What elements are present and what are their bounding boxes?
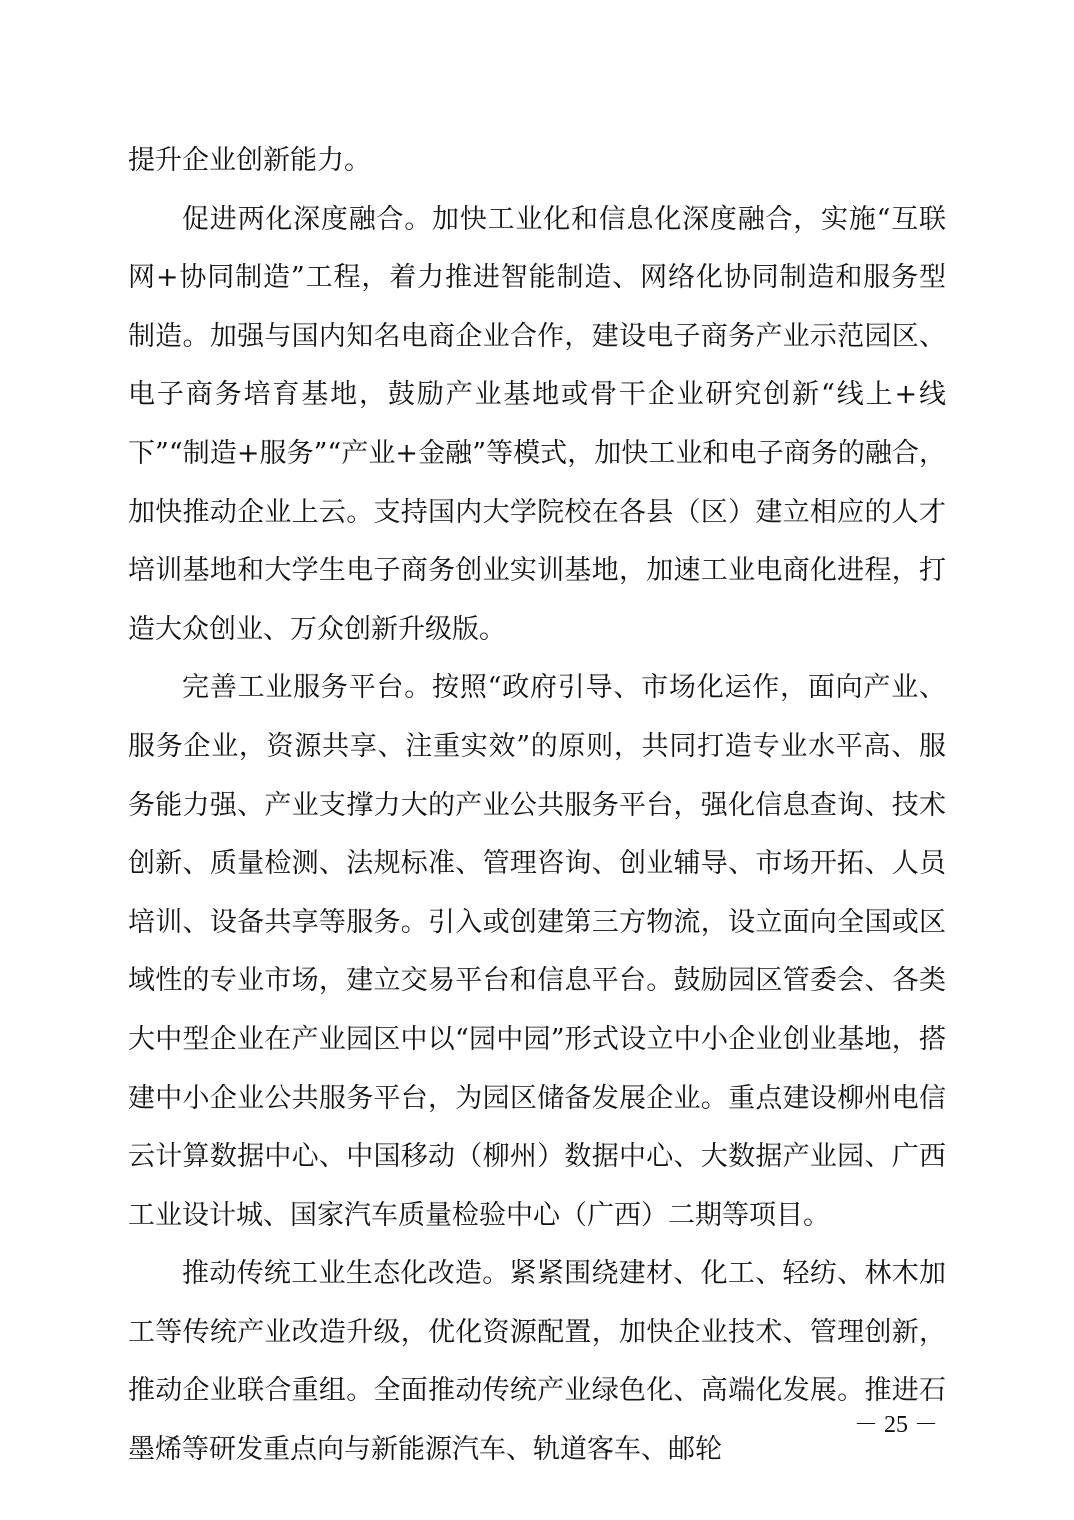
paragraph-2: 促进两化深度融合。加快工业化和信息化深度融合，实施“互联网+协同制造”工程，着力推进智能制造、网络化协同制造和服务型制造。加强与国内知名电商企业合作，建设电子商务产业示范园区、电子商务培育基地，鼓励产业基地或骨干企业研究创新“线上+线下”“制造+服务”“产业+金融”等模式，加快工业和电子商务的融合，加快推动企业上云。支持国内大学院校在各县（区）建立相应的人才培训基地和大学生电子商务创业实训基地，加速工业电商化进程，打造大众创业、万众创新升级版。 xyxy=(128,203,946,645)
body-text xyxy=(128,132,946,1480)
paragraph-4: 推动传统工业生态化改造。紧紧围绕建材、化工、轻纺、林木加工等传统产业改造升级，优化资源配置，加快企业技术、管理创新，推动企业联合重组。全面推动传统产业绿色化、高端化发展。推进石墨烯等研发重点向与新能源汽车、轨道客车、邮轮 xyxy=(128,1258,946,1466)
page-number: － 25 － xyxy=(854,1412,938,1438)
paragraph-1: 提升企业创新能力。 xyxy=(128,145,371,176)
paragraph-3: 完善工业服务平台。按照“政府引导、市场化运作，面向产业、服务企业，资源共享、注重实效”的原则，共同打造专业水平高、服务能力强、产业支撑力大的产业公共服务平台，强化信息查询、技术创新、质量检测、法规标准、管理咨询、创业辅导、市场开拓、人员培训、设备共享等服务。引入或创建第三方物流，设立面向全国或区域性的专业市场，建立交易平台和信息平台。鼓励园区管委会、各类大中型企业在产业园区中以“园中园”形式设立中小企业创业基地，搭建中小企业公共服务平台，为园区储备发展企业。重点建设柳州电信云计算数据中心、中国移动（柳州）数据中心、大数据产业园、广西工业设计城、国家汽车质量检验中心（广西）二期等项目。 xyxy=(128,672,946,1231)
